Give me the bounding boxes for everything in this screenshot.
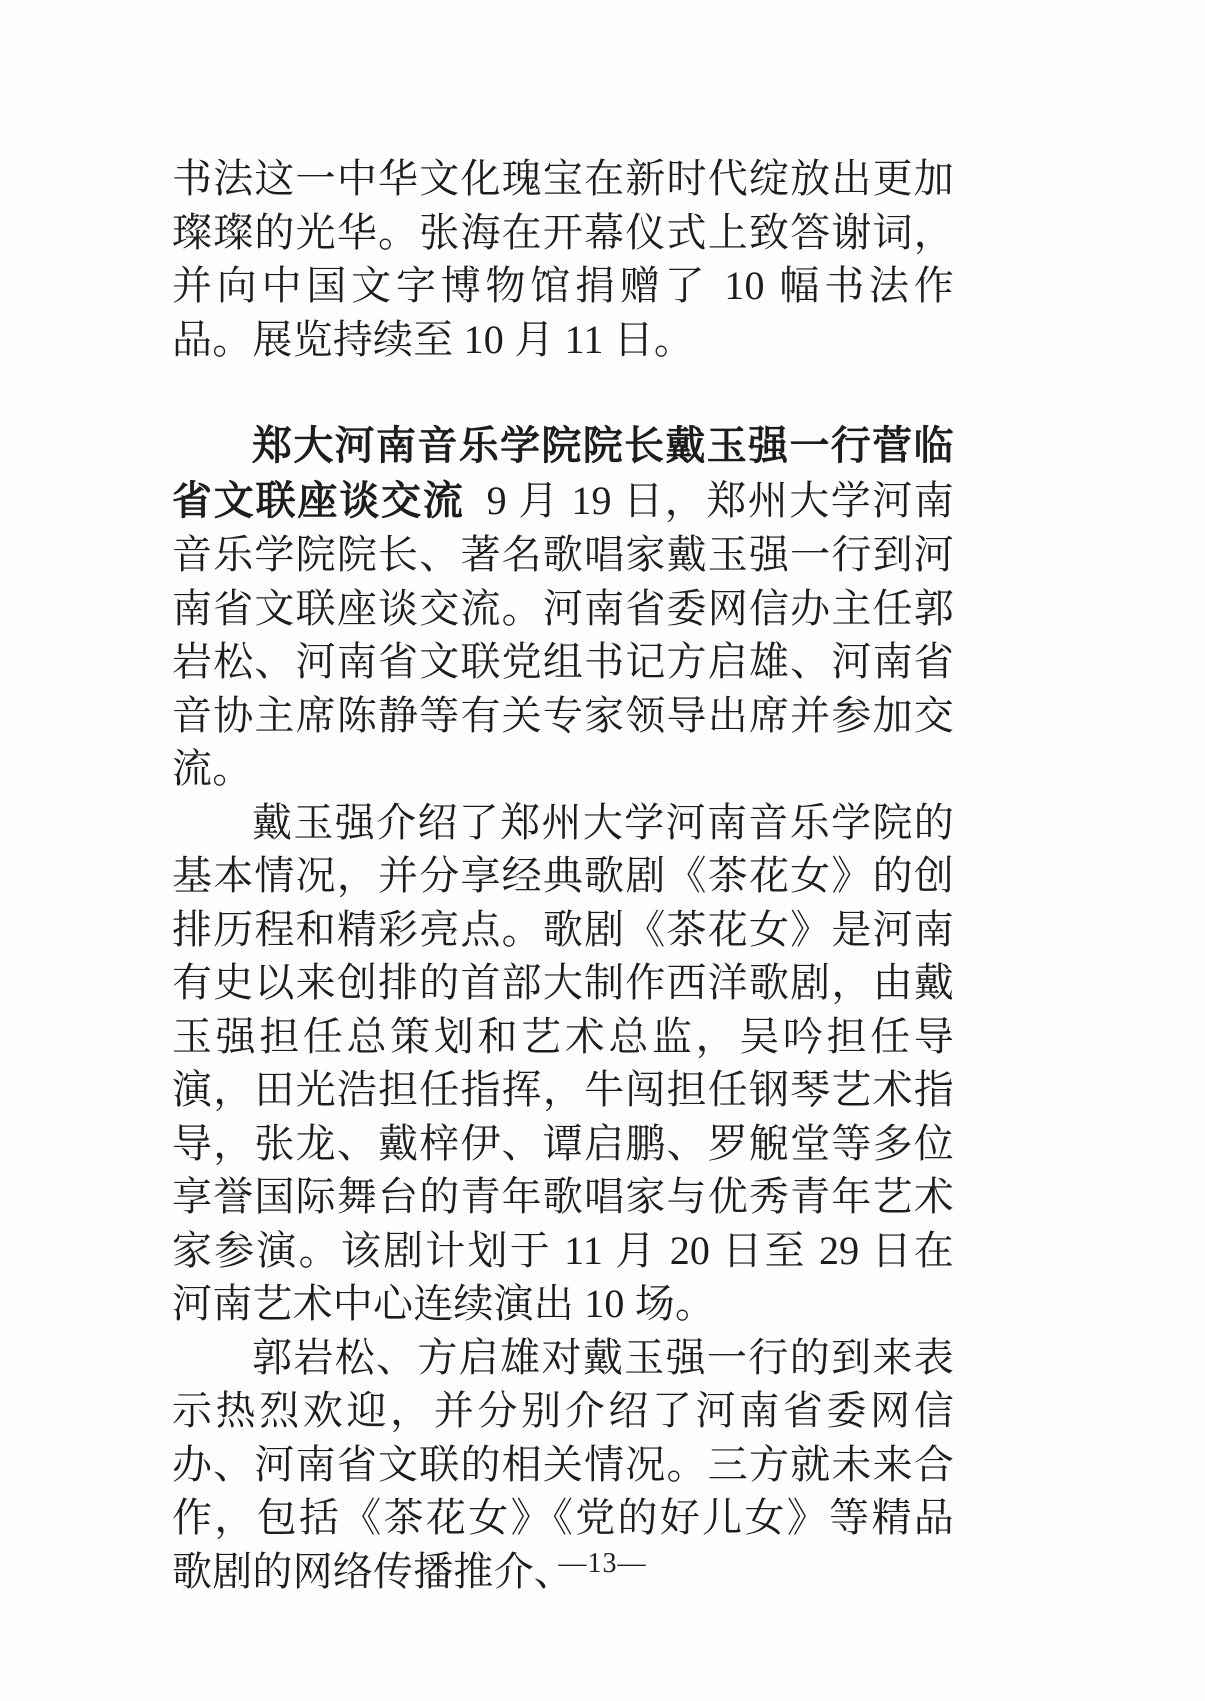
article-headline: 郑大河南音乐学院院长戴玉强一行菅临省文联座谈交流 (172, 424, 954, 523)
continued-paragraph: 书法这一中华文化瑰宝在新时代绽放出更加璨璨的光华。张海在开幕仪式上致答谢词，并向中国文字博物馆捐赠了 10 幅书法作品。展览持续至 10 月 11 日。 (172, 156, 954, 362)
paragraph-spacer (172, 366, 954, 419)
article-paragraph-2: 戴玉强介绍了郑州大学河南音乐学院的基本情况，并分享经典歌剧《茶花女》的创排历程和精彩亮点。歌剧《茶花女》是河南有史以来创排的首部大制作西洋歌剧，由戴玉强担任总策划和艺术总监，吴吟担任导演，田光浩担任指挥，牛闯担任钢琴艺术指导，张龙、戴梓伊、谭启鹏、罗觬堂等多位享誉国际舞台的青年歌唱家与优秀青年艺术家参演。该剧计划于 11 月 20 日至 29 日在河南艺术中心连续演出 10 场。 (172, 799, 954, 1326)
article-paragraph-3: 郭岩松、方启雄对戴玉强一行的到来表示热烈欢迎，并分别介绍了河南省委网信办、河南省文联的相关情况。三方就未来合作，包括《茶花女》《党的好儿女》等精品歌剧的网络传播推介、 (172, 1334, 954, 1594)
article-lead-text: 9 月 19 日，郑州大学河南音乐学院院长、著名歌唱家戴玉强一行到河南省文联座谈交流。河南省委网信办主任郭岩松、河南省文联党组书记方启雄、河南省音协主席陈静等有关专家领导出席并参加交流。 (172, 477, 955, 791)
page-content (172, 152, 954, 1598)
article-lead-paragraph (172, 419, 954, 796)
page-footer: —13— (558, 1548, 647, 1579)
